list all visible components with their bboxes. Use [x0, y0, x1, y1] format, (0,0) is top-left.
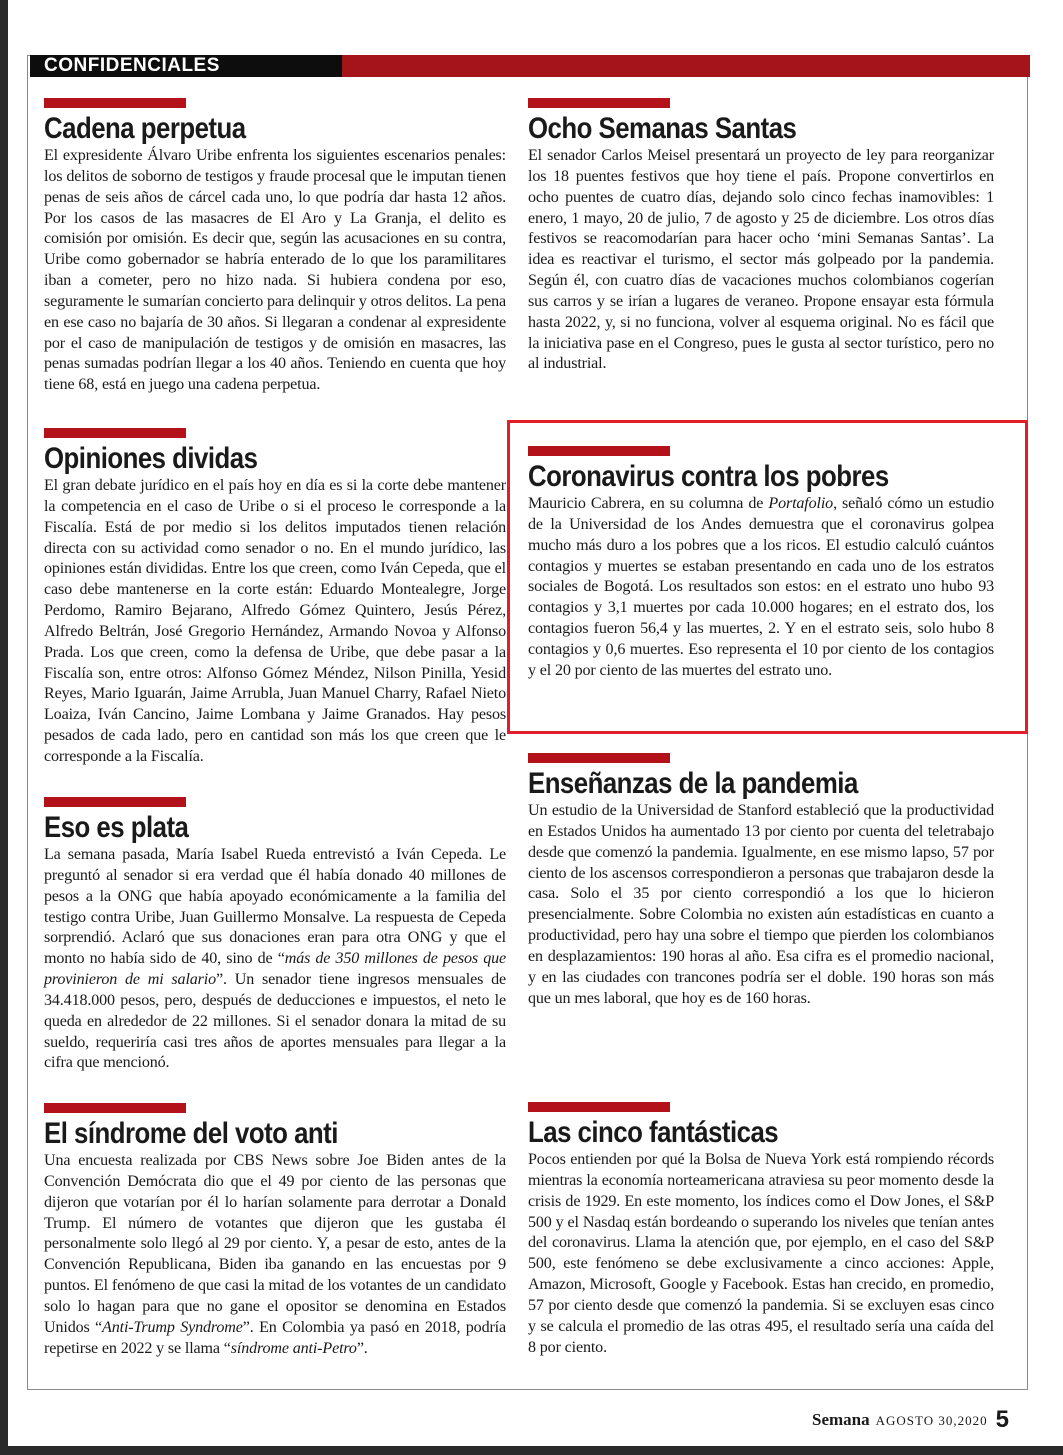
article-body: El senador Carlos Meisel presentará un proyecto de ley para reorganizar los 18 puentes festivos que hoy tiene el país. Propone convertirlos en ocho puentes de cuatro días, dejando solo cinco fechas inamovibles: 1 enero, 1 mayo, 20 de julio, 7 de agosto y 25 de diciembre. Los otros días festivos se reacomodarían para hacer ocho ‘mini Semanas Santas’. La idea es reactivar el turismo, el sector más golpeado por la pandemia. Según él, con cuatro días de vacaciones muchos colombianos cogerían sus carros y se irían a lugares de veraneo. Propone ensayar esta fórmula hasta 2022, y, si no funciona, volver al esquema original. No es fácil que la iniciativa pase en el Congreso, pues le gusta al sector turístico, pero no al industrial. — [528, 147, 994, 373]
page-edge — [0, 0, 8, 1455]
article-title: Cadena perpetua — [44, 112, 246, 145]
issue-date: AGOSTO 30,2020 — [875, 1413, 988, 1428]
magazine-name: Semana — [812, 1410, 870, 1429]
body-text: ”. En Colombia ya pasó en 2018, podría repetirse en 2022 y se llama “ — [44, 1318, 506, 1357]
article-eso-es-plata — [44, 797, 506, 1074]
kicker-bar — [44, 1103, 186, 1113]
article-cadena-perpetua — [44, 98, 506, 396]
quote-text: más de 350 millones de pesos que provinieron de mi salario — [44, 950, 506, 989]
article-body: Un estudio de la Universidad de Stanford estableció que la productividad en Estados Unidos ha aumentado 13 por ciento por cuenta del teletrabajo desde que comenzó la pandemia. Igualmente, en ese mismo lapso, 57 por ciento de los ascensos correspondieron a personas que trabajaron desde la casa. Solo el 35 por ciento correspondió a los que lo hicieron presencialmente. Sobre Colombia no existen aún estadísticas en cuanto a productividad, pero hay una sobre el tiempo que pierden los colombianos en desplazamientos: 190 horas al año. Esa cifra es el promedio nacional, y en las ciudades con trancones podría ser el doble. 190 horas son más que un mes laboral, que hoy es de 160 horas. — [528, 802, 994, 1007]
page-edge — [0, 1446, 1063, 1455]
article-title: El síndrome del voto anti — [44, 1117, 338, 1150]
article-sindrome-voto-anti — [44, 1103, 506, 1359]
article-body: El gran debate jurídico en el país hoy en día es si la corte debe mantener la competencia en el caso de Uribe o si el proceso le corresponde a la Fiscalía. Está de por medio si los delitos imputados tienen relación directa con su actividad como senador o no. En el mundo jurídico, las opiniones están divididas. Entre los que creen, como Iván Cepeda, que el caso debe mantenerse en la corte están: Eduardo Montealegre, Jorge Perdomo, Ramiro Bejarano, Alfredo Gómez Quintero, Jesús Pérez, Alfredo Beltrán, José Gregorio Hernández, Armando Novoa y Alfonso Prada. Los que creen, como la defensa de Uribe, que debe pasar a la Fiscalía son, entre otros: Alfonso Gómez Méndez, Nilson Pinilla, Yesid Reyes, Mario Iguarán, Jaime Arrubla, Juan Manuel Charry, Rafael Nieto Loaiza, Iván Cancino, Jaime Lombana y Jaime Granados. Hay pesos pesados de cada lado, pero en cantidad son más los que creen que le corresponde a la Fiscalía. — [44, 477, 506, 765]
article-cinco-fantasticas — [528, 1102, 994, 1358]
page-footer — [812, 1406, 1009, 1434]
article-title: Opiniones dividas — [44, 442, 258, 475]
article-body: Pocos entienden por qué la Bolsa de Nueva York está rompiendo récords mientras la economía norteamericana atraviesa su peor momento desde la crisis de 1929. En este momento, los índices como el Dow Jones, el S&P 500 y el Nasdaq están bordeando o superando los niveles que tenían antes del coronavirus. Llama la atención que, por ejemplo, en el caso del S&P 500, este fenómeno se debe exclusivamente a cinco acciones: Apple, Amazon, Microsoft, Google y Facebook. Estas han crecido, en promedio, 57 por ciento desde que comenzó la pandemia. Si se excluyen esas cinco y se calcula el promedio de las otras 495, el resultado sería una caída del 8 por ciento. — [528, 1151, 994, 1356]
kicker-bar — [44, 428, 186, 438]
body-text: Mauricio Cabrera, en su columna de — [528, 495, 769, 512]
body-text: La semana pasada, María Isabel Rueda entrevistó a Iván Cepeda. Le preguntó al senador si era verdad que él había donado 40 millones de pesos a la ONG que había apoyado económicamente a la familia del testigo contra Uribe, Juan Guillermo Monsalve. La respuesta de Cepeda sorprendió. Aclaró que sus donaciones eran para otra ONG y que el monto no había sido de 40, sino de “ — [44, 846, 506, 968]
article-body — [44, 845, 506, 1074]
article-title: Ocho Semanas Santas — [528, 112, 797, 145]
article-coronavirus-pobres — [528, 446, 994, 682]
body-text: Una encuesta realizada por CBS News sobre Joe Biden antes de la Convención Demócrata dio que el 49 por ciento de las personas que dijeron que votarían por él lo harían solamente para derrotar a Donald Trump. El número de votantes que dijeron que les gustaba él personalmente solo llegó al 29 por ciento. Y, a pesar de esto, antes de la Convención Republicana, Biden iba ganando en las encuestas por 9 puntos. El fenómeno de que casi la mitad de los votantes de un candidato solo lo hagan para que no gane el opositor se denomina en Estados Unidos “ — [44, 1152, 506, 1336]
section-label: CONFIDENCIALES — [30, 55, 342, 77]
page-number: 5 — [995, 1406, 1009, 1433]
article-body — [44, 1151, 506, 1359]
article-body: El expresidente Álvaro Uribe enfrenta los siguientes escenarios penales: los delitos de soborno de testigos y fraude procesal que le imputan tienen penas de seis años de cárcel cada uno, lo que podría dar hasta 12 años. Por los casos de las masacres de El Aro y La Granja, el delito es comisión por omisión. Es decir que, según las acusaciones en su contra, Uribe como gobernador se habría enterado de lo que los paramilitares iban a cometer, pero no hizo nada. Si hubiera condena por eso, seguramente le sumarían concierto para delinquir y otros delitos. La pena en ese caso no bajaría de 30 años. Si llegaran a condenar al expresidente por el caso de manipulación de testigos y de omisión en masacres, las penas sumadas podrían llegar a los 40 años. Teniendo en cuenta que hoy tiene 68, está en juego una cadena perpetua. — [44, 147, 506, 394]
body-text: ”. Un senador tiene ingresos mensuales de 34.418.000 pesos, pero, después de deducciones e impuestos, el neto le queda en alrededor de 22 millones. Si el senador donara la mitad de su sueldo, requeriría casi tres años de aportes mensuales para llegar a la cifra que mencionó. — [44, 971, 506, 1072]
body-text: ”. — [356, 1339, 368, 1357]
kicker-bar — [528, 1102, 670, 1112]
quote-text: síndrome anti-Petro — [230, 1339, 357, 1357]
kicker-bar — [528, 753, 670, 763]
body-text: , señaló cómo un estudio de la Universidad de los Andes demuestra que el coronavirus golpea mucho más duro a los pobres que a los ricos. El estudio calculó cuántos contagios y muertes se estaban presentando en cada uno de los estratos sociales de Bogotá. Los resultados son estos: en el estrato uno hubo 93 contagios y 3,1 muertes por cada 10.000 hogares; en el estrato dos, los contagios fueron 56,4 y las muertes, 2. Y en el estrato seis, solo hubo 8 contagios y 0,6 muertes. Eso representa el 10 por ciento de los contagios y el 20 por ciento de las muertes del estrato uno. — [528, 495, 994, 679]
quote-text: Portafolio — [768, 495, 834, 512]
article-opiniones-dividas — [44, 428, 506, 768]
article-body — [528, 494, 994, 682]
article-ocho-semanas-santas — [528, 98, 994, 375]
article-title: Las cinco fantásticas — [528, 1116, 779, 1149]
kicker-bar — [44, 98, 186, 108]
kicker-bar — [44, 797, 186, 807]
kicker-bar — [528, 446, 670, 456]
quote-text: Anti-Trump Syndrome — [102, 1318, 243, 1336]
article-title: Coronavirus contra los pobres — [528, 460, 889, 493]
article-ensenanzas-pandemia — [528, 753, 994, 1009]
article-title: Enseñanzas de la pandemia — [528, 767, 858, 800]
article-title: Eso es plata — [44, 811, 189, 844]
kicker-bar — [528, 98, 670, 108]
